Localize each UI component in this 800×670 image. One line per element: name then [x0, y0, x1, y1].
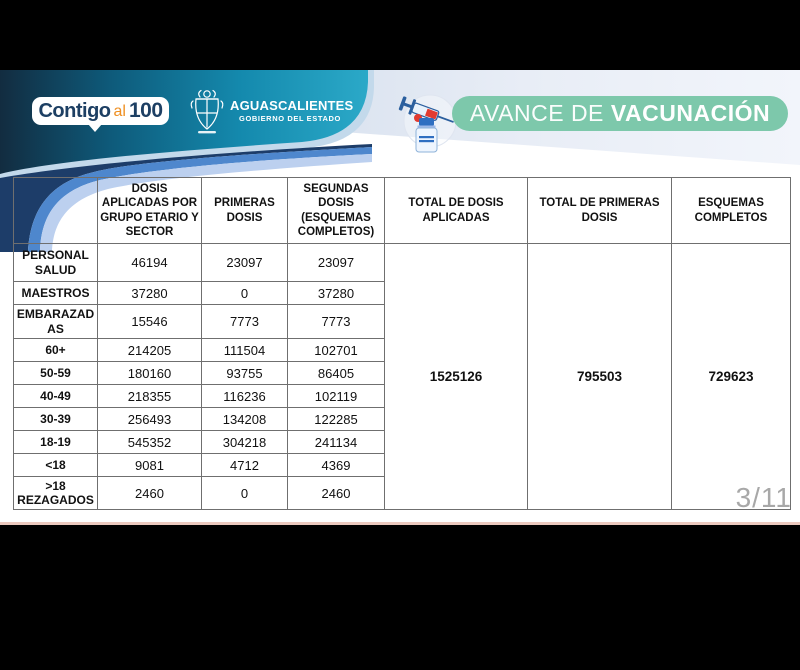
cell-primeras: 304218: [202, 431, 288, 454]
cell-aplicadas: 180160: [98, 362, 202, 385]
row-label: 50-59: [14, 362, 98, 385]
total-esquemas-completos: 729623: [672, 244, 791, 510]
row-label: MAESTROS: [14, 282, 98, 305]
total-dosis-aplicadas: 1525126: [385, 244, 528, 510]
aguascalientes-coat-of-arms-icon: [188, 87, 226, 142]
cell-primeras: 134208: [202, 408, 288, 431]
cell-segundas: 4369: [288, 454, 385, 477]
contigo-al-100-logo: [32, 97, 169, 125]
cell-aplicadas: 545352: [98, 431, 202, 454]
slide-title: [452, 96, 788, 131]
cell-aplicadas: 46194: [98, 244, 202, 282]
cell-segundas: 241134: [288, 431, 385, 454]
cell-primeras: 4712: [202, 454, 288, 477]
total-primeras-dosis: 795503: [528, 244, 672, 510]
table-row: [14, 244, 791, 282]
slide-title-prefix: AVANCE DE: [469, 100, 604, 126]
cell-segundas: 2460: [288, 477, 385, 510]
row-label: >18 REZAGADOS: [14, 477, 98, 510]
cell-aplicadas: 218355: [98, 385, 202, 408]
header-cell-empty: [14, 178, 98, 244]
header-cell-total-primeras: TOTAL DE PRIMERAS DOSIS: [528, 178, 672, 244]
cell-primeras: 116236: [202, 385, 288, 408]
header-cell-esquemas: ESQUEMAS COMPLETOS: [672, 178, 791, 244]
cell-segundas: 7773: [288, 305, 385, 339]
slide-title-emphasis: VACUNACIÓN: [610, 100, 771, 126]
syringe-vial-icon: [392, 91, 464, 162]
header-cell-primeras: PRIMERAS DOSIS: [202, 178, 288, 244]
contigo-logo-100-text: 100: [128, 99, 163, 122]
row-label: 60+: [14, 339, 98, 362]
cell-primeras: 0: [202, 282, 288, 305]
row-label: 30-39: [14, 408, 98, 431]
contigo-logo-al-text: al: [113, 103, 126, 120]
cell-segundas: 86405: [288, 362, 385, 385]
cell-primeras: 23097: [202, 244, 288, 282]
row-label: 18-19: [14, 431, 98, 454]
header-cell-group: DOSIS APLICADAS POR GRUPO ETARIO Y SECTOR: [98, 178, 202, 244]
vaccination-table: [13, 177, 791, 510]
page-number: 3/11: [735, 482, 792, 513]
cell-primeras: 0: [202, 477, 288, 510]
cell-primeras: 93755: [202, 362, 288, 385]
cell-aplicadas: 37280: [98, 282, 202, 305]
cell-aplicadas: 214205: [98, 339, 202, 362]
row-label: PERSONAL SALUD: [14, 244, 98, 282]
state-name: AGUASCALIENTES: [230, 98, 354, 113]
cell-aplicadas: 9081: [98, 454, 202, 477]
cell-segundas: 23097: [288, 244, 385, 282]
cell-segundas: 122285: [288, 408, 385, 431]
cell-primeras: 7773: [202, 305, 288, 339]
cell-segundas: 102701: [288, 339, 385, 362]
cell-aplicadas: 15546: [98, 305, 202, 339]
cell-segundas: 102119: [288, 385, 385, 408]
row-label: 40-49: [14, 385, 98, 408]
state-logo-text: [230, 98, 354, 123]
header-cell-total-aplicadas: TOTAL DE DOSIS APLICADAS: [385, 178, 528, 244]
header-cell-segundas: SEGUNDAS DOSIS (ESQUEMAS COMPLETOS): [288, 178, 385, 244]
row-label: <18: [14, 454, 98, 477]
contigo-logo-text: Contigo: [38, 99, 111, 122]
cell-aplicadas: 256493: [98, 408, 202, 431]
table-header-row: [14, 178, 791, 244]
row-label: EMBARAZADAS: [14, 305, 98, 339]
cell-segundas: 37280: [288, 282, 385, 305]
state-subtitle: GOBIERNO DEL ESTADO: [239, 114, 341, 123]
presentation-slide: [0, 70, 800, 525]
cell-primeras: 111504: [202, 339, 288, 362]
cell-aplicadas: 2460: [98, 477, 202, 510]
